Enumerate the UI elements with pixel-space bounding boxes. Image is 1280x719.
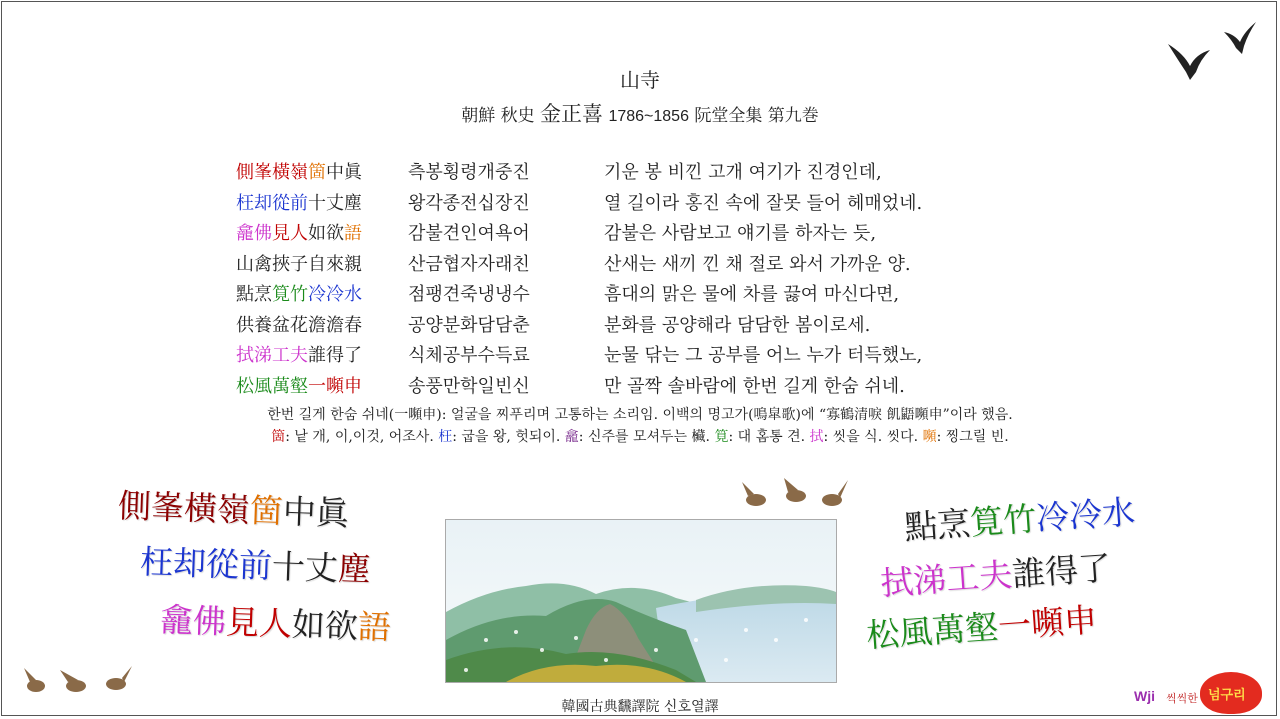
author-prefix: 朝鮮 秋史 [461,106,535,126]
swallow-icon [1166,40,1212,82]
note-segment: : 신주를 모셔두는 欌. [578,429,715,445]
calligraphy-segment: 箇 [249,490,284,531]
hanja-segment: 筧竹 [272,284,308,305]
poem-line [236,250,922,281]
poem-line [236,311,922,342]
poem-line [236,341,922,372]
brand-badge [1200,672,1262,714]
calligraphy-segment: 筧竹 [968,498,1038,543]
translator-credit: 韓國古典飜譯院 신호열譯 [561,699,719,715]
poem-translation: 감불은 사람보고 얘기를 하자는 듯, [604,223,877,244]
poem-line [236,280,922,311]
hanja-segment: 如欲 [308,223,344,244]
poem-pronunciation: 송풍만학일빈신 [408,375,530,397]
poem-title: 山寺 [620,68,660,92]
hanja-segment: 中眞 [326,162,362,183]
poem-subtitle [0,98,1280,128]
calligraphy-segment: 塵 [337,548,372,590]
poem-line [236,372,922,403]
poem-hanja [236,341,408,372]
calligraphy-segment: 語 [357,606,392,648]
hanja-segment: 見人 [272,223,308,244]
hanja-segment: 箇 [308,162,326,183]
note-line-1: 한번 길게 한숨 쉬네(一嚬申): 얼굴을 찌푸리며 고통하는 소리임. 이백의 명고가(鳴皐歌)에 “寡鶴清唳 飢鼯嚬申”이라 했음. [267,407,1013,423]
calligraphy-left-2 [139,536,371,591]
hanja-segment: 十丈塵 [308,192,362,214]
poem-line [236,219,922,250]
poem-hanja [236,158,408,189]
poem-body [236,158,922,402]
poem-translation: 산새는 새끼 낀 채 절로 와서 가까운 양. [604,253,911,275]
calligraphy-segment: 拭涕工夫 [879,554,1014,604]
poem-pronunciation: 식체공부수득료 [408,345,530,366]
calligraphy-segment: 十丈 [271,546,339,588]
poem-line [236,158,922,189]
hanja-segment: 枉却從前 [236,192,308,214]
poem-hanja [236,280,408,311]
poem-translation: 흠대의 맑은 물에 차를 끓여 마신다면, [604,284,900,305]
calligraphy-segment: 冷冷水 [1034,491,1137,538]
poem-translation: 분화를 공양해라 담담한 봄이로세. [604,314,871,336]
hanja-segment: 山禽挾子自來親 [236,253,362,275]
hanja-segment: 一嚬申 [308,375,362,397]
note-segment: : 씻을 식. 씻다. [823,429,923,445]
poem-hanja [236,372,408,403]
note-segment: 枉 [438,429,453,445]
calligraphy-segment: 誰得了 [1010,547,1113,594]
calligraphy-left-3 [159,594,391,649]
hanja-segment: 龕佛 [236,223,272,244]
note-segment: 嚬 [922,429,937,445]
hanja-segment: 側峯橫嶺 [236,162,308,183]
calligraphy-segment: 見人 [225,602,293,644]
note-segment: : 찡그릴 빈. [936,429,1009,445]
notes [0,404,1280,448]
hanja-segment: 語 [344,223,362,244]
poem-pronunciation: 점팽견죽냉냉수 [408,284,530,305]
mountain-landscape-image [445,519,837,683]
author-name: 金正喜 [540,102,604,126]
poem-translation: 만 골짝 솔바람에 한번 길게 한숨 쉬네. [604,375,905,397]
note-segment: 筧 [714,429,729,445]
calligraphy-left-1 [117,480,349,535]
calligraphy-segment: 側峯橫嶺 [117,485,251,530]
poem-translation: 눈물 닦는 그 공부를 어느 누가 터득했노, [604,345,923,366]
note-line-2 [0,426,1280,448]
note-segment: 龕 [564,429,579,445]
calligraphy-segment: 點烹 [903,503,972,548]
note-segment: : 대 홈통 견. [728,429,810,445]
note-segment: : 굽을 왕, 헛되이. [452,429,565,445]
poem-hanja [236,219,408,250]
brand-text: 씩씩한 [1166,693,1198,705]
collection-name: 阮堂全集 第九巻 [694,106,819,126]
poem-hanja [236,189,408,220]
poem-pronunciation: 감불견인여욕어 [408,223,530,244]
poem-pronunciation: 왕각종전십장진 [408,192,530,214]
note-segment: : 낱 개, 이,이것, 어조사. [285,429,439,445]
calligraphy-segment: 如欲 [291,604,359,646]
poem-translation: 기운 봉 비낀 고개 여기가 진경인데, [604,162,882,183]
hanja-segment: 供養盆花澹澹春 [236,314,362,336]
hanja-segment: 松風萬壑 [236,375,308,397]
poem-pronunciation: 산금협자자래친 [408,253,530,275]
calligraphy-segment: 枉却從前 [139,541,273,586]
author-years: 1786~1856 [608,108,689,125]
note-segment: 拭 [809,429,824,445]
poem-line [236,189,922,220]
brand-badge-text: 넘구리 [1208,687,1246,702]
hanja-segment: 冷冷水 [308,284,362,305]
calligraphy-segment: 松風萬壑 [865,606,1000,656]
calligraphy-segment: 中眞 [282,491,350,534]
calligraphy-segment: 一嚬申 [996,599,1099,646]
sparrows-icon [20,662,136,702]
hanja-segment: 誰得了 [308,345,362,366]
poem-pronunciation: 공양분화담담춘 [408,314,530,336]
hanja-segment: 點烹 [236,284,272,305]
swallow-icon [1222,20,1258,56]
poem-hanja [236,311,408,342]
calligraphy-segment: 龕佛 [159,599,227,642]
poem-pronunciation: 측봉횡령개중진 [408,162,530,183]
note-segment: 箇 [271,429,286,445]
sparrows-icon [740,474,852,518]
poem-translation: 열 길이라 홍진 속에 잘못 들어 헤매었네. [604,192,923,214]
poem-hanja [236,250,408,281]
hanja-segment: 拭涕工夫 [236,345,308,366]
wji-logo: Wji [1134,688,1155,704]
